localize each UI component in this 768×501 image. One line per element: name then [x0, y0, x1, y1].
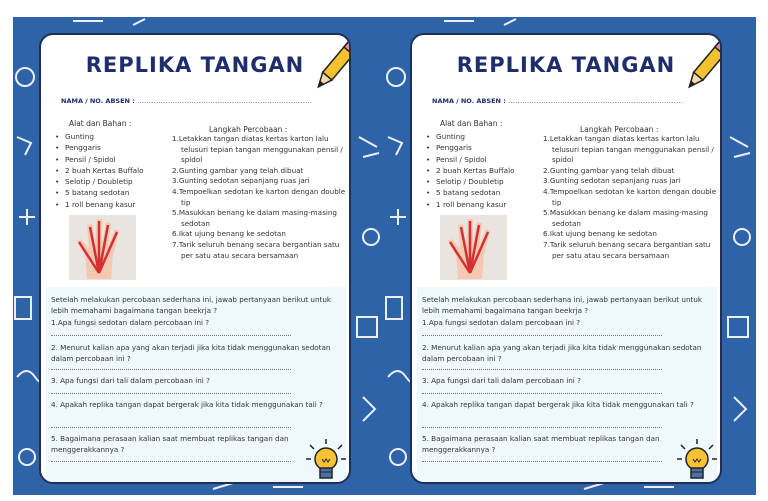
worksheet-page-left [13, 17, 385, 495]
question-5: 5. Bagaimana perasaan kalian saat membuat replikas tangan dan menggerakkannya ? [422, 434, 660, 454]
questions-box [417, 287, 717, 484]
questions-intro: Setelah melakukan percobaan sederhana ini, jawab pertanyaan berikut untuk lebih memahami bagaimana tangan beekrja ? [51, 295, 332, 315]
list-item: • 1 roll benang kasur [426, 199, 515, 210]
list-item: • Penggaris [55, 142, 144, 153]
question-3: 3. Apa fungsi dari tali dalam percobaan ini ? [51, 376, 210, 385]
question-5: 5. Bagaimana perasaan kalian saat membuat replikas tangan dan menggerakkannya ? [51, 434, 289, 454]
worksheet-title: REPLIKA TANGAN [85, 53, 305, 77]
materials-list [55, 131, 144, 210]
answer-line [422, 461, 662, 462]
name-label: NAMA / NO. ABSEN : [61, 97, 135, 105]
question-1: 1.Apa fungsi sedotan dalam percobaan ini ? [51, 318, 210, 327]
list-item: • 1 roll benang kasur [55, 199, 144, 210]
list-item: 3.Gunting sedotan sepanjang ruas jari [172, 176, 310, 186]
list-item: 6.Ikat ujung benang ke sedotan [543, 229, 657, 239]
list-item: 3.Gunting sedotan sepanjang ruas jari [543, 176, 681, 186]
list-item: • Penggaris [426, 142, 515, 153]
answer-line [51, 427, 291, 428]
steps-title: Langkah Percobaan : [580, 125, 659, 134]
question-3: 3. Apa fungsi dari tali dalam percobaan ini ? [422, 376, 581, 385]
name-dotted-line: .......................................................................... [508, 97, 684, 105]
question-2: 2. Menurut kalian apa yang akan terjadi jika kita tidak menggunakan sedotan dalam percobaan ini ? [51, 343, 331, 363]
pencil-icon [311, 37, 351, 97]
worksheet-card [39, 33, 351, 484]
answer-line [422, 393, 662, 394]
worksheet-page-right [384, 17, 756, 495]
hand-replica-image [69, 215, 136, 280]
list-item: • 2 buah Kertas Buffalo [55, 165, 144, 176]
lightbulb-icon [675, 437, 719, 483]
materials-list [426, 131, 515, 210]
list-item: 7.Tarik seluruh benang secara bergantian satu per satu atau secara bersamaan [172, 239, 340, 260]
list-item: • Pensil / Spidol [426, 154, 515, 165]
name-field [432, 97, 683, 105]
answer-line [51, 335, 291, 336]
list-item: 1.Letakkan tangan diatas kertas karton lalu telusuri tepian tangan menggunakan pensil / spidol [543, 134, 714, 165]
steps-title: Langkah Percobaan : [209, 125, 288, 134]
list-item: 4.Tempoelkan sedotan ke karton dengan double tip [172, 186, 346, 207]
hand-replica-image [440, 215, 507, 280]
materials-title: Alat dan Bahan : [69, 119, 132, 128]
answer-line [51, 461, 291, 462]
answer-line [422, 427, 662, 428]
list-item: 5.Masukkan benang ke dalam masing-masing sedotan [543, 208, 708, 228]
questions-box [46, 287, 346, 484]
list-item: • 5 batang sedotan [55, 187, 144, 198]
questions-intro: Setelah melakukan percobaan sederhana ini, jawab pertanyaan berikut untuk lebih memahami bagaimana tangan beekrja ? [422, 295, 703, 315]
name-label: NAMA / NO. ABSEN : [432, 97, 506, 105]
lightbulb-icon [304, 437, 348, 483]
list-item: 2.Gunting gambar yang telah dibuat [172, 165, 304, 175]
materials-title: Alat dan Bahan : [440, 119, 503, 128]
steps-list [172, 134, 351, 261]
list-item: • Gunting [55, 131, 144, 142]
worksheet-title: REPLIKA TANGAN [456, 53, 676, 77]
question-4: 4. Apakah replika tangan dapat bergerak jika kita tidak menggunakan tali ? [51, 400, 323, 409]
answer-line [422, 369, 662, 370]
steps-list [543, 134, 722, 261]
list-item: • 2 buah Kertas Buffalo [426, 165, 515, 176]
list-item: 2.Gunting gambar yang telah dibuat [543, 165, 675, 175]
list-item: 4.Tempoelkan sedotan ke karton dengan double tip [543, 186, 717, 207]
list-item: 7.Tarik seluruh benang secara bergantian satu per satu atau secara bersamaan [543, 239, 711, 260]
list-item: 5.Masukkan benang ke dalam masing-masing sedotan [172, 208, 337, 228]
name-field [61, 97, 312, 105]
list-item: 1.Letakkan tangan diatas kertas karton lalu telusuri tepian tangan menggunakan pensil / spidol [172, 134, 343, 165]
list-item: • Selotip / Doubletip [426, 176, 515, 187]
question-4: 4. Apakah replika tangan dapat bergerak jika kita tidak menggunakan tali ? [422, 400, 694, 409]
answer-line [51, 369, 291, 370]
list-item: • Pensil / Spidol [55, 154, 144, 165]
answer-line [51, 393, 291, 394]
pencil-icon [682, 37, 722, 97]
list-item: • Gunting [426, 131, 515, 142]
list-item: 6.Ikat ujung benang ke sedotan [172, 229, 286, 239]
list-item: • Selotip / Doubletip [55, 176, 144, 187]
question-1: 1.Apa fungsi sedotan dalam percobaan ini ? [422, 318, 581, 327]
list-item: • 5 batang sedotan [426, 187, 515, 198]
question-2: 2. Menurut kalian apa yang akan terjadi jika kita tidak menggunakan sedotan dalam percobaan ini ? [422, 343, 702, 363]
worksheet-card [410, 33, 722, 484]
answer-line [422, 335, 662, 336]
name-dotted-line: .......................................................................... [137, 97, 313, 105]
